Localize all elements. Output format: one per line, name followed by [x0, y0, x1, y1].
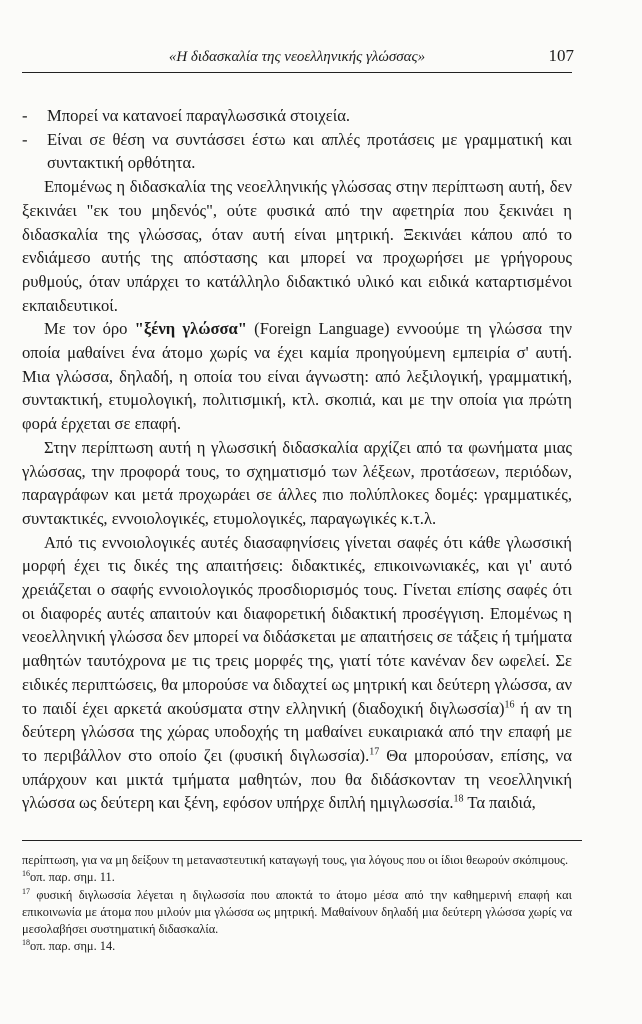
footnote-16-number: 16	[22, 869, 30, 879]
paragraph-4-part-a: Από τις εννοιολογικές αυτές διασαφηνίσεις γίνεται σαφές ότι κάθε γλωσσική μορφή έχει τις δικές της απαιτήσεις: διδακτικές, επικοινωνιακές, και γι' αυτό χρειάζεται ο σαφής εννοιολογικός προσδιορισμός τους. Γίνεται επίσης σαφές ότι οι διαφορές αυτές απαιτούν και διαφορετική διδακτική προσέγγιση. Επομένως η νεοελληνική γλώσσα δεν μπορεί να διδάσκεται με απαιτήσεις σε τάξεις ή τμήματα μαθητών ταυτόχρονα με τις τρεις μορφές της, γιατί τότε κανέναν δεν ωφελεί. Σε ειδικές περιπτώσεις, θα μπορούσε να διδαχτεί ως μητρική και δεύτερη γλώσσα, αν το παιδί έχει αρκετά ακούσματα στην ελληνική (διαδοχική διγλωσσία)	[22, 532, 572, 718]
bullet-item	[22, 128, 572, 175]
footnotes	[22, 852, 572, 956]
footnote-ref-16: 16	[504, 699, 515, 711]
page-number: 107	[548, 46, 574, 65]
term-foreign-language: "ξένη γλώσσα"	[134, 319, 247, 339]
paragraph-2-rest: (Foreign Language) εννοούμε τη γλώσσα την οποία μαθαίνει ένα άτομο χωρίς να έχει καμία προηγούμενη εμπειρία σ' αυτή. Μια γλώσσα, δηλαδή, η οποία του είναι άγνωστη: από λεξιλογική, γραμματική, συντακτική, ετυμολογική, πολιτισμική, κτλ. σκοπιά, και με την οποία για πρώτη φορά έρχεται σε επαφή.	[22, 319, 572, 434]
paragraph-4-part-b: ή αν τη δεύτερη γλώσσα της χώρας υποδοχής τη μαθαίνει ευκαιριακά από την επαφή με το περιβάλλον στο οποίο ζει (φυσική διγλωσσία).	[22, 698, 572, 765]
bullet-item	[22, 104, 572, 128]
main-text	[22, 104, 572, 815]
footnote-ref-17: 17	[369, 746, 380, 758]
running-title: «Η διδασκαλία της νεοελληνικής γλώσσας»	[168, 49, 426, 65]
footnote-18-number: 18	[22, 938, 30, 948]
footnote-17-number: 17	[22, 886, 30, 896]
footnote-16-text: οπ. παρ. σημ. 11.	[30, 870, 115, 885]
paragraph-2-start: Με τον όρο	[44, 319, 135, 339]
footnote-continuation: περίπτωση, για να μη δείξουν τη μεταναστευτική καταγωγή τους, για λόγους που οι ίδιοι θεωρούν σκόπιμους.	[22, 853, 569, 867]
footnote-16	[22, 869, 572, 886]
paragraph-4-part-d: Τα παιδιά,	[463, 793, 536, 813]
bullet-text: Είναι σε θέση να συντάσσει έστω και απλές προτάσεις με γραμματική και συντακτική ορθότητα.	[47, 129, 572, 173]
bullet-text: Μπορεί να κατανοεί παραγλωσσικά στοιχεία.	[47, 106, 351, 125]
paragraph-3: Στην περίπτωση αυτή η γλωσσική διδασκαλία αρχίζει από τα φωνήματα μιας γλώσσας, την προφορά τους, το σχηματισμό των λέξεων, προτάσεων, περιόδων, παραγράφων και μετά προχωράει σε άλλες πιο πολύπλοκες δομές: γραμματικές, συντακτικές, εννοιολογικές, ετυμολογικές, παραγωγικές κ.τ.λ.	[22, 437, 572, 528]
bullet-dash: -	[22, 129, 28, 149]
paragraph-4-part-c: Θα μπορούσαν, επίσης, να υπάρχουν και μικτά τμήματα μαθητών, που θα διδάσκονταν τη νεοελληνική γλώσσα ως δεύτερη και ξένη, εφόσον υπήρχε διπλή ημιγλωσσία.	[22, 745, 572, 813]
paragraph-2	[22, 317, 572, 436]
paragraph-1: Επομένως η διδασκαλία της νεοελληνικής γλώσσας στην περίπτωση αυτή, δεν ξεκινάει "εκ του μηδενός", ούτε φυσικά από την αφετηρία που ξεκινάει η διδασκαλία της γλώσσας, όταν αυτή είναι μητρική. Ξεκινάει κάπου από το ενδιάμεσο αυτής της απόστασης και μπορεί να προχωρήσει με γρήγορους ρυθμούς, όταν υπάρχει το κατάλληλο διδακτικό υλικό και ειδικά καταρτισμένοι εκπαιδευτικοί.	[22, 177, 572, 315]
paragraph-4	[22, 531, 572, 815]
footnote-18	[22, 938, 572, 955]
footnote-17	[22, 887, 572, 939]
footnote-17-text: φυσική διγλωσσία λέγεται η διγλωσσία που αποκτά το άτομο μέσα από την καθημερινή επαφή και επικοινωνία με άτομα που μιλούν μια γλώσσα ως μητρική. Μαθαίνουν δηλαδή μια δεύτερη γλώσσα χωρίς να μεσολαβήσει συστηματική διδασκαλία.	[22, 887, 572, 937]
footnote-ref-18: 18	[453, 793, 464, 805]
bullet-dash: -	[22, 106, 28, 125]
running-header	[22, 46, 572, 73]
footnote-18-text: οπ. παρ. σημ. 14.	[30, 939, 116, 954]
footnote-rule	[22, 840, 582, 841]
